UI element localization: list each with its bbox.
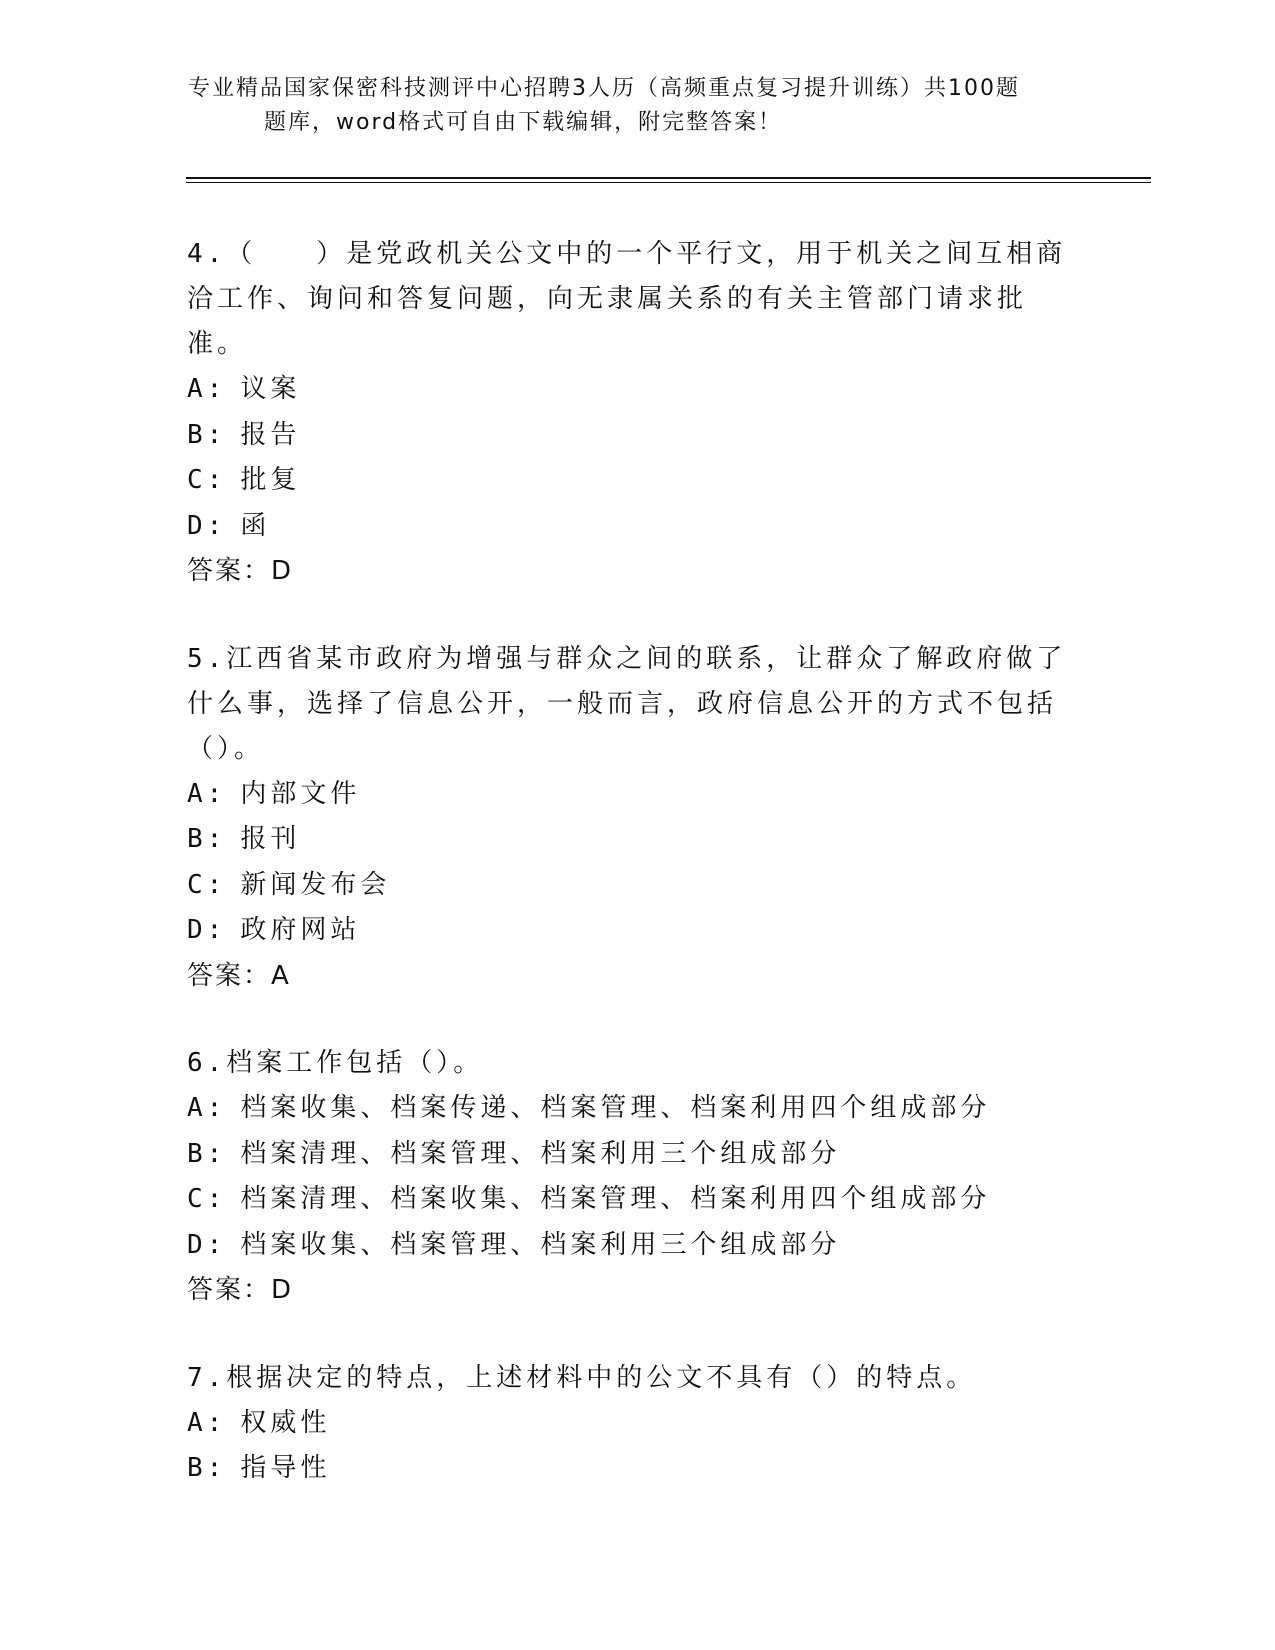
option-letter: D: xyxy=(187,915,227,945)
option-text: 新闻发布会 xyxy=(240,869,391,900)
question-stem: 7.根据决定的特点，上述材料中的公文不具有（）的特点。 xyxy=(187,1362,977,1393)
option-letter: C: xyxy=(187,869,227,900)
question-list xyxy=(187,232,1067,1534)
answer-line: 答案：D xyxy=(187,556,294,586)
option-letter: A: xyxy=(187,778,227,809)
option-d xyxy=(187,1223,1067,1269)
option-text: 议案 xyxy=(240,374,301,404)
option-d xyxy=(187,504,1067,550)
option-b xyxy=(187,1446,1067,1492)
option-c xyxy=(187,1177,1067,1223)
document-header xyxy=(188,72,1088,140)
answer-line: 答案：D xyxy=(187,1275,294,1305)
option-letter: D: xyxy=(187,1229,227,1260)
option-b xyxy=(187,413,1067,459)
option-text: 报刊 xyxy=(240,824,301,854)
option-a xyxy=(187,367,1067,413)
option-text: 档案收集、档案管理、档案利用三个组成部分 xyxy=(240,1229,841,1260)
option-text: 指导性 xyxy=(240,1453,331,1483)
option-a xyxy=(187,1086,1067,1132)
option-text: 档案收集、档案传递、档案管理、档案利用四个组成部分 xyxy=(240,1093,991,1123)
option-a xyxy=(187,1401,1067,1447)
option-letter: C: xyxy=(187,1184,227,1214)
question-stem: 6.档案工作包括（）。 xyxy=(187,1048,484,1078)
header-divider xyxy=(186,177,1151,183)
option-c xyxy=(187,458,1067,504)
option-letter: B: xyxy=(187,419,227,450)
option-text: 报告 xyxy=(240,419,301,450)
question-stem: 4.（ ）是党政机关公文中的一个平行文，用于机关之间互相商洽工作、询问和答复问题，向无隶属关系的有关主管部门请求批准。 xyxy=(187,239,1067,359)
option-text: 批复 xyxy=(240,465,301,495)
option-b xyxy=(187,817,1067,863)
option-text: 档案清理、档案收集、档案管理、档案利用四个组成部分 xyxy=(240,1184,991,1214)
option-letter: B: xyxy=(187,824,227,854)
header-title-line2: 题库，word格式可自由下载编辑，附完整答案！ xyxy=(264,110,783,135)
option-letter: C: xyxy=(187,465,227,495)
option-c xyxy=(187,863,1067,909)
question-7 xyxy=(187,1356,1067,1492)
option-text: 档案清理、档案管理、档案利用三个组成部分 xyxy=(240,1138,841,1169)
option-letter: D: xyxy=(187,510,227,541)
question-4 xyxy=(187,232,1067,595)
option-letter: A: xyxy=(187,1093,227,1123)
option-text: 函 xyxy=(240,510,271,541)
option-letter: A: xyxy=(187,374,227,404)
question-stem: 5.江西省某市政府为增强与群众之间的联系，让群众了解政府做了什么事，选择了信息公开，一般而言，政府信息公开的方式不包括（）。 xyxy=(187,643,1067,764)
question-5 xyxy=(187,637,1067,1000)
option-text: 政府网站 xyxy=(240,915,361,945)
question-6 xyxy=(187,1041,1067,1314)
option-letter: B: xyxy=(187,1453,227,1483)
header-title-line1: 专业精品国家保密科技测评中心招聘3人历（高频重点复习提升训练）共100题 xyxy=(188,76,1020,101)
answer-line: 答案：A xyxy=(187,960,291,991)
option-letter: B: xyxy=(187,1138,227,1169)
option-text: 权威性 xyxy=(240,1407,331,1438)
option-d xyxy=(187,908,1067,954)
option-text: 内部文件 xyxy=(240,778,361,809)
option-a xyxy=(187,772,1067,818)
option-b xyxy=(187,1132,1067,1178)
option-letter: A: xyxy=(187,1407,227,1438)
